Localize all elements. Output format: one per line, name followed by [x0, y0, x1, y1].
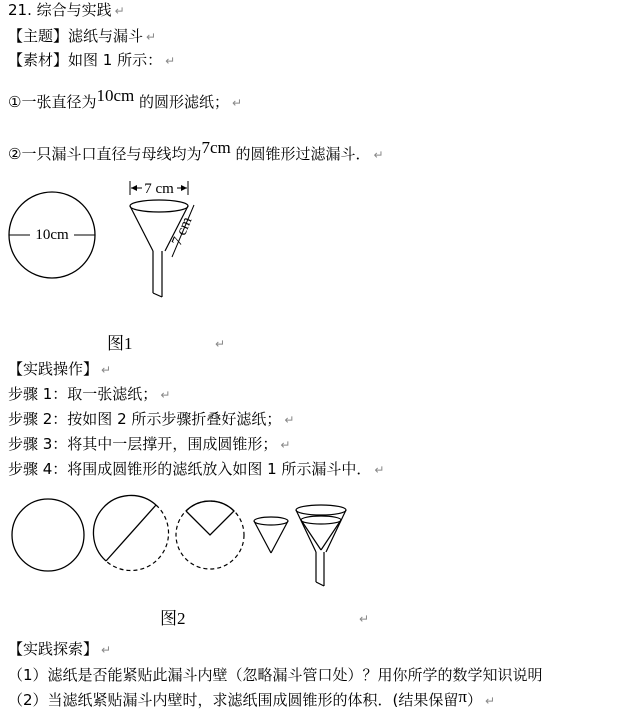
step-4: 步骤 4：将围成圆锥形的滤纸放入如图 1 所示漏斗中． ↵ [8, 460, 385, 478]
funnel-top-label: 7 cm [144, 181, 174, 197]
funnel-drawing [130, 181, 196, 297]
figure1 [0, 175, 240, 305]
return-mark: ↵ [232, 96, 243, 110]
item1-line: ①一张直径为10cm 的圆形滤纸； ↵ [8, 86, 243, 111]
return-mark: ↵ [160, 388, 171, 402]
fold-step-circle [12, 499, 84, 571]
fold-step-quarter [176, 501, 244, 569]
figure1-caption: 图1 [107, 334, 133, 353]
material-line: 【素材】如图 1 所示： ↵ [8, 51, 176, 69]
step-1: 步骤 1：取一张滤纸； ↵ [8, 385, 171, 403]
filter-paper-circle [9, 192, 95, 278]
return-mark: ↵ [373, 148, 384, 162]
return-mark: ↵ [165, 54, 176, 68]
item2-line: ②一只漏斗口直径与母线均为7cm 的圆锥形过滤漏斗． ↵ [8, 138, 384, 163]
question-2: （2）当滤纸紧贴漏斗内壁时，求滤纸围成圆锥形的体积．(结果保留π） ↵ [8, 687, 496, 709]
figure2-caption: 图2 [160, 609, 186, 628]
problem-title: 21. 综合与实践 ↵ [8, 1, 125, 19]
cone-in-funnel [296, 505, 346, 586]
return-mark: ↵ [146, 30, 157, 44]
theme-line: 【主题】滤纸与漏斗 ↵ [8, 27, 157, 45]
step-2: 步骤 2：按如图 2 所示步骤折叠好滤纸； ↵ [8, 410, 295, 428]
fold-step-half [93, 495, 168, 570]
paper-cone [254, 517, 288, 553]
return-mark: ↵ [280, 438, 291, 452]
return-mark: ↵ [485, 694, 496, 708]
figure2 [0, 490, 360, 590]
exploration-heading: 【实践探索】 ↵ [8, 640, 112, 658]
circle-diameter-label: 10cm [35, 227, 69, 243]
return-mark: ↵ [114, 4, 125, 18]
return-mark: ↵ [101, 643, 112, 657]
question-1: （1）滤纸是否能紧贴此漏斗内壁（忽略漏斗管口处）？用你所学的数学知识说明 [8, 666, 543, 684]
return-mark: ↵ [284, 413, 295, 427]
return-mark: ↵ [101, 363, 112, 377]
operation-heading: 【实践操作】 ↵ [8, 360, 112, 378]
step-3: 步骤 3：将其中一层撑开，围成圆锥形； ↵ [8, 435, 291, 453]
funnel-slant-label: 7 cm [169, 214, 196, 249]
return-mark: ↵ [215, 337, 226, 351]
return-mark: ↵ [359, 612, 370, 626]
return-mark: ↵ [374, 463, 385, 477]
